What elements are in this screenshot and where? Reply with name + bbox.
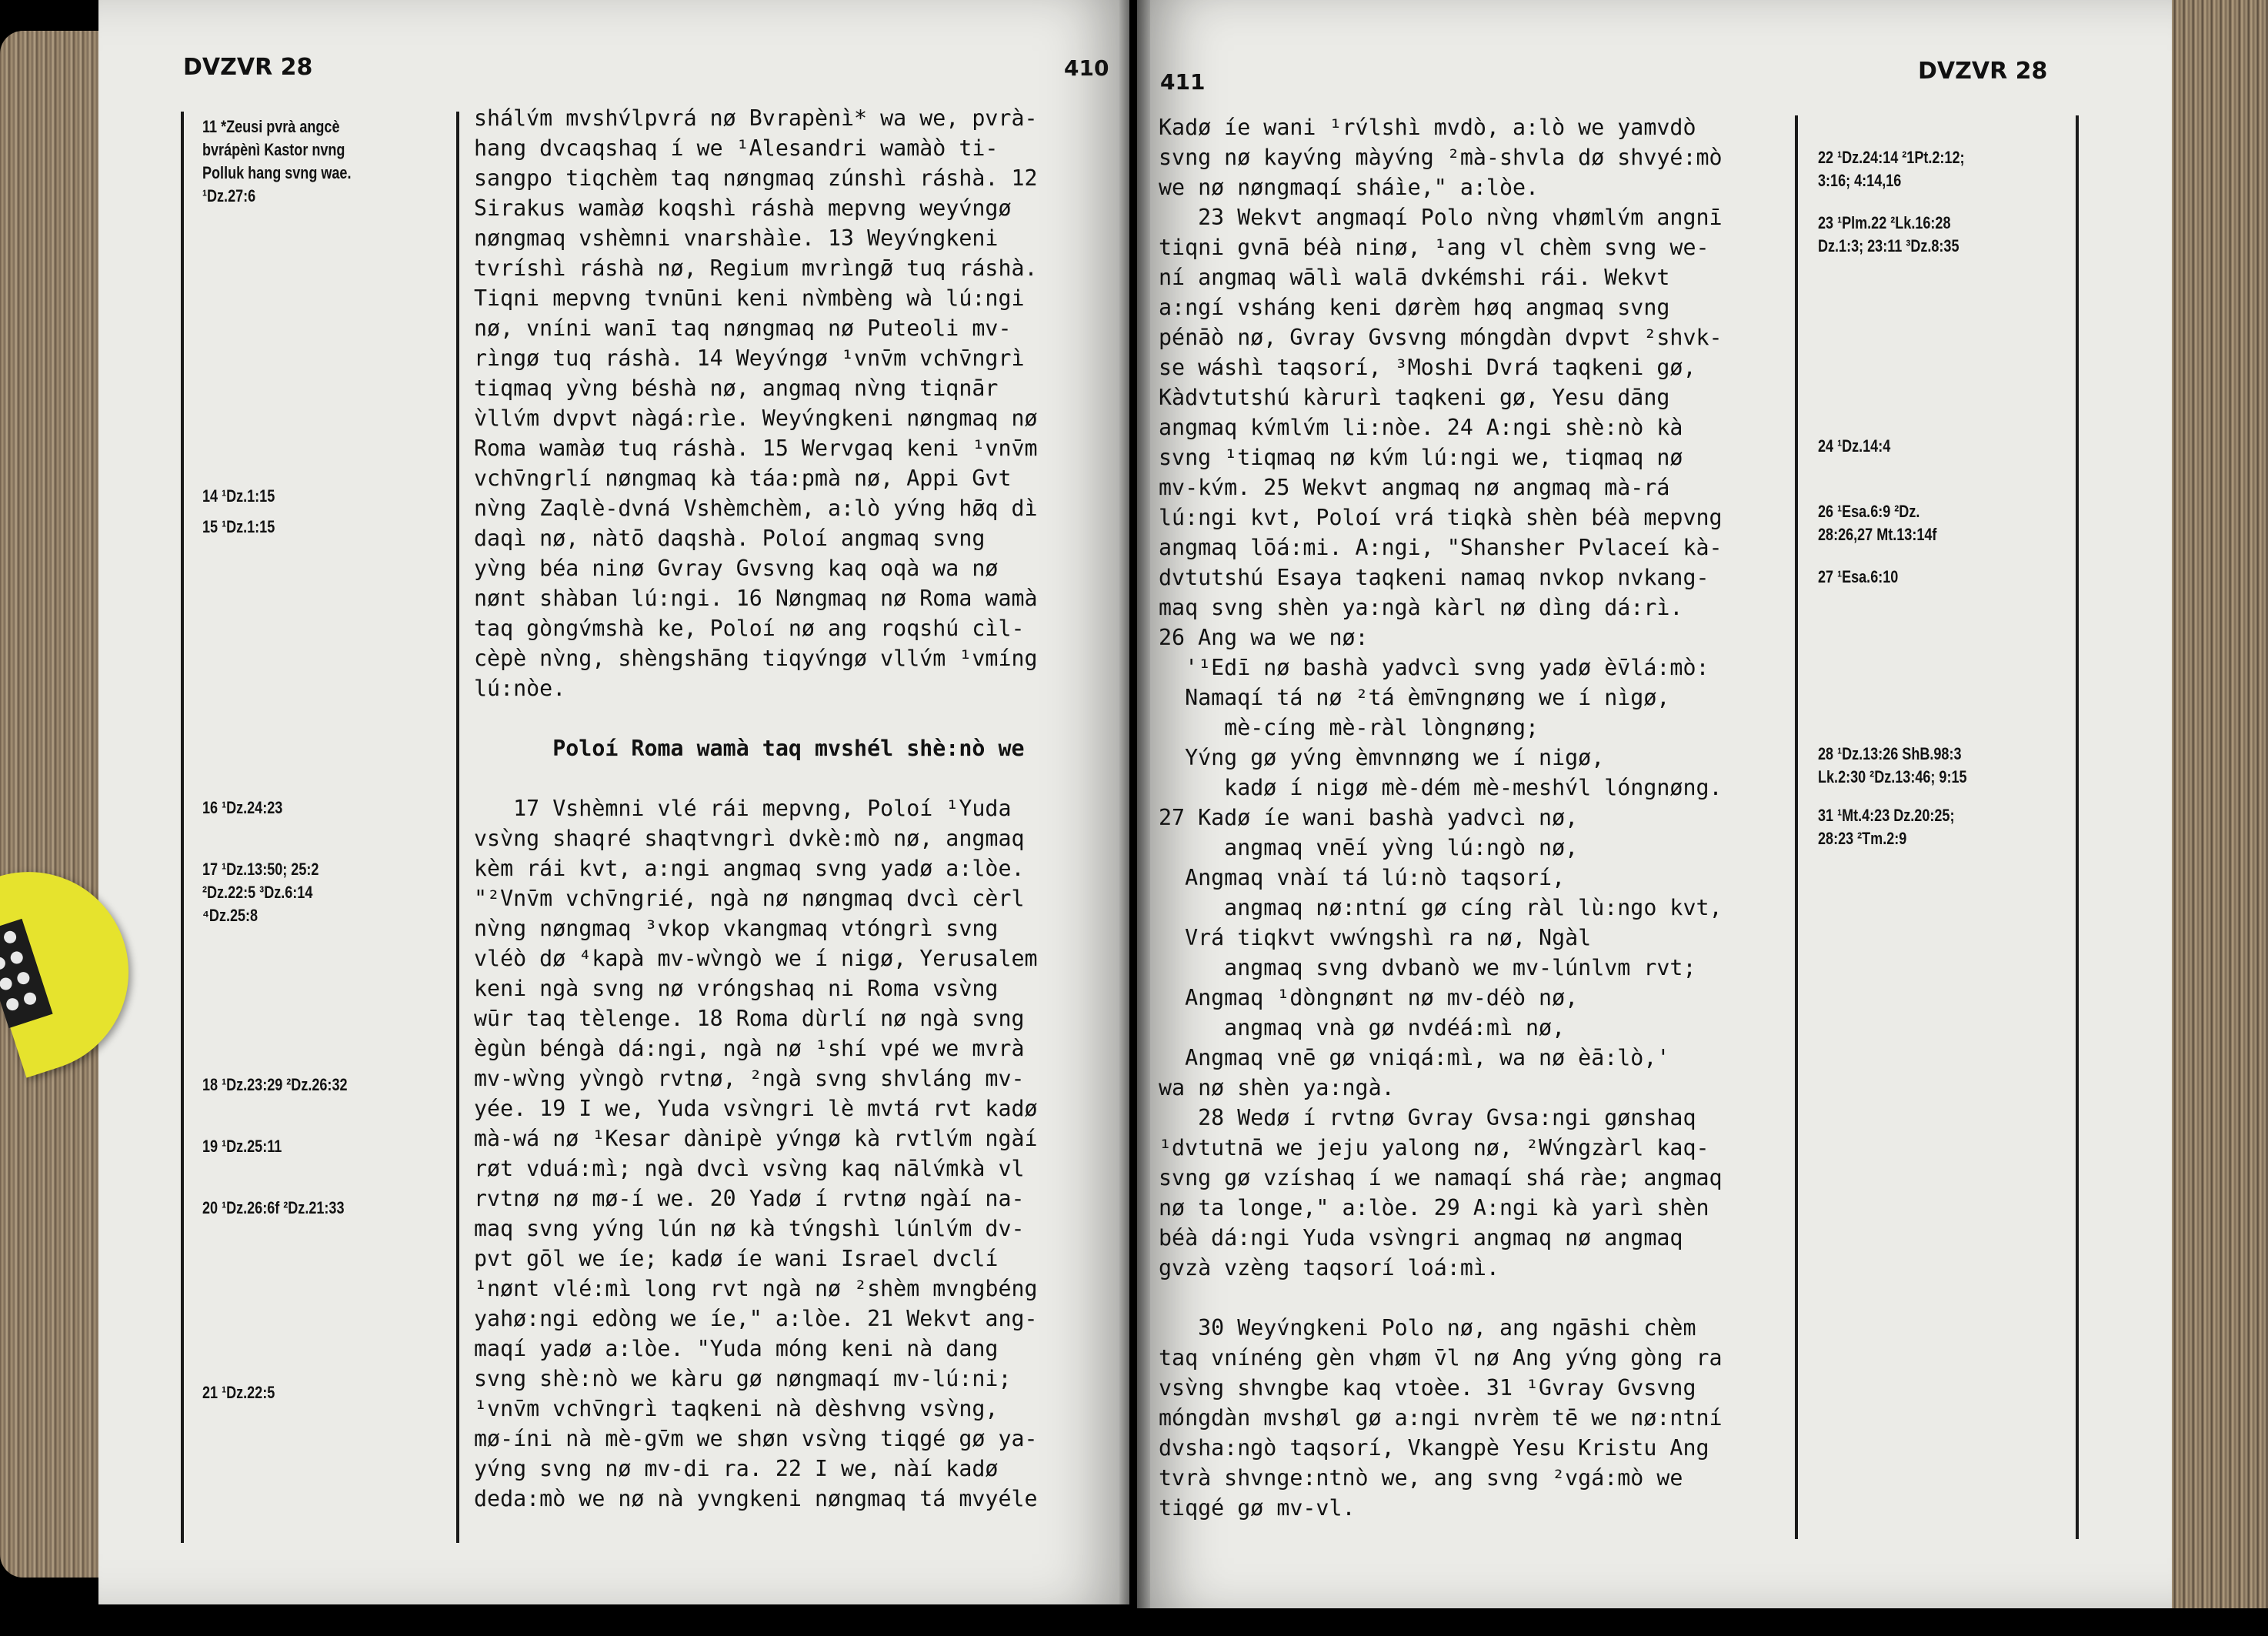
text-line: vchv̄ngrlí nøngmaq kà táa:pmà nø, Appi Gvt [474, 466, 1012, 491]
text-line: yv́ng svng nø mv-di ra. 22 I we, nàí kadø [474, 1456, 999, 1481]
text-line: tvrà shvnge:ntnò we, ang svng ²vgá:mò we [1159, 1465, 1683, 1491]
left-outer-rule [181, 112, 184, 1543]
cross-reference-line: 21 ¹Dz.22:5 [202, 1383, 275, 1402]
text-line: svng ¹tiqmaq nø kv́m lú:ngi we, tiqmaq nø [1159, 445, 1683, 470]
text-line: mv-wv̀ng yv̀ngò rvtnø, ²ngà svng shvláng mv- [474, 1066, 1025, 1091]
cross-reference [202, 1073, 348, 1097]
text-line: '¹Edī nø bashà yadvcì svng yadø èv̄lá:mò: [1159, 655, 1709, 680]
text-line: angmaq nø:ntní gø cíng ràl lù:ngo kvt, [1159, 895, 1723, 920]
text-line: keni ngà svng nø vróngshaq ni Roma vsv̀ng [474, 976, 999, 1001]
text-line: angmaq svng dvbanò we mv-lúnlvm rvt; [1159, 955, 1696, 980]
text-line: "²Vnv̄m vchv̄ngrié, ngà nø nøngmaq dvcì cèrl [474, 886, 1025, 911]
cross-reference-line: ⁴Dz.25:8 [202, 906, 258, 925]
text-line: ègùn béngà dá:ngi, ngà nø ¹shí vpé we mvrà [474, 1036, 1025, 1061]
text-line: 17 Vshèmni vlé rái mepvng, Poloí ¹Yuda [474, 796, 1012, 821]
text-line: tiqmaq yv̀ng béshà nø, angmaq nv̀ng tiqnār [474, 376, 999, 401]
cross-reference [202, 858, 319, 927]
text-line: dvsha:ngò taqsorí, Vkangpè Yesu Kristu Ang [1159, 1435, 1709, 1461]
text-line: Poloí Roma wamà taq mvshél shè:nò we [474, 736, 1025, 761]
text-line: cèpè nv̀ng, shèngshāng tiqyv́ngø vllv́m ¹vmíng [474, 646, 1038, 671]
cross-reference-line: 28:26,27 Mt.13:14f [1818, 525, 1937, 544]
right-column-rule [1795, 115, 1798, 1539]
text-line [474, 763, 1112, 793]
cross-reference [1818, 500, 1936, 546]
cross-reference-line: 26 ¹Esa.6:9 ²Dz. [1818, 502, 1920, 521]
text-line: taq gòngv́mshà ke, Poloí nø ang roqshú cìl- [474, 616, 1025, 641]
text-line: a:ngí vsháng keni dørèm høq angmaq svng [1159, 295, 1670, 320]
cross-reference [202, 485, 275, 508]
text-line: ¹dvtutnā we jeju yalong nø, ²Wv́ngzàrl kaq- [1159, 1135, 1709, 1160]
text-line: wa nø shèn ya:ngà. [1159, 1075, 1395, 1100]
text-line: 26 Ang wa we nø: [1159, 625, 1369, 650]
text-line: 30 Weyv́ngkeni Polo nø, ang ngāshi chèm [1159, 1315, 1696, 1341]
text-line: v̀llv́m dvpvt nàgá:rìe. Weyv́ngkeni nøngmaq nø [474, 406, 1038, 431]
text-line: shálv́m mvshv́lpvrá nø Bvrapènì* wa we, pvrà- [474, 105, 1038, 131]
text-line: maq svng shèn ya:ngà kàrl nø dìng dá:rì. [1159, 595, 1683, 620]
text-line: wūr taq tèlenge. 18 Roma dùrlí nø ngà svng [474, 1006, 1025, 1031]
text-line: røt vduá:mì; ngà dvcì vsv̀ng kaq nālv́mkà vl [474, 1156, 1025, 1181]
text-line: nøngmaq vshèmni vnarshàìe. 13 Weyv́ngkeni [474, 225, 999, 251]
text-line: daqì nø, nàtō daqshà. Poloí angmaq svng [474, 526, 986, 551]
right-text-column [1159, 112, 2151, 1523]
right-running-header: DVZVR 28 [1918, 58, 2048, 85]
left-page-edges [0, 31, 108, 1578]
text-line: sangpo tiqchèm taq nøngmaq zúnshì ráshà. 12 [474, 165, 1038, 191]
left-text-column [474, 103, 1112, 1514]
left-page-number: 410 [1064, 55, 1109, 81]
cross-reference [202, 516, 275, 539]
text-line: kadø í nigø mè-dém mè-meshv́l lóngnøng. [1159, 775, 1723, 800]
text-line [1159, 1283, 2151, 1313]
left-page [98, 0, 1129, 1604]
text-line: mà-wá nø ¹Kesar dànipè yv́ngø kà rvtlv́m ngàí [474, 1126, 1038, 1151]
text-line: maq svng yv́ng lún nø kà tv́ngshì lúnlv́m dv- [474, 1216, 1025, 1241]
text-line: kèm rái kvt, a:ngi angmaq svng yadø a:lòe. [474, 856, 1025, 881]
text-line: yv̀ng béa ninø Gvray Gvsvng kaq oqà wa nø [474, 556, 999, 581]
text-line: angmaq vnēí yv̀ng lú:ngò nø, [1159, 835, 1579, 860]
text-line: nø ta longe," a:lòe. 29 A:ngi kà yarì shèn [1159, 1195, 1709, 1220]
text-line: nv̀ng nøngmaq ³vkop vkangmaq vtóngrì svng [474, 916, 999, 941]
cross-reference-line: 3:16; 4:14,16 [1818, 171, 1902, 190]
text-line: 23 Wekvt angmaqí Polo nv̀ng vhømlv́m angnī [1159, 205, 1723, 230]
cross-reference [202, 1381, 275, 1404]
cross-reference-line: 20 ¹Dz.26:6f ²Dz.21:33 [202, 1198, 345, 1217]
text-line: lú:ngi kvt, Poloí vrá tiqkà shèn béà mepvng [1159, 505, 1723, 530]
text-line: rìngø tuq ráshà. 14 Weyv́ngø ¹vnv̄m vchv̄ngrì [474, 346, 1025, 371]
text-line: Angmaq vnē gø vniqá:mì, wa nø èā:lò,' [1159, 1045, 1670, 1070]
text-line: nv̀ng Zaqlè-dvná Vshèmchèm, a:lò yv́ng hø̄q dì [474, 496, 1038, 521]
text-line: se wáshì taqsorí, ³Moshi Dvrá taqkeni gø, [1159, 355, 1696, 380]
text-line: we nø nøngmaqí sháìe," a:lòe. [1159, 175, 1539, 200]
text-line: Tiqni mepvng tvnūni keni nv̀mbèng wà lú:ngi [474, 285, 1025, 311]
cross-reference-line: 27 ¹Esa.6:10 [1818, 567, 1899, 586]
text-line: Namaqí tá nø ²tá èmv̄ngnøng we í nìgø, [1159, 685, 1670, 710]
cross-reference-line: Polluk hang svng wae. [202, 163, 352, 182]
cross-reference [202, 1197, 344, 1220]
text-line: nø, vníni wanī taq nøngmaq nø Puteoli mv- [474, 316, 1012, 341]
text-line: tiqgé gø mv-vl. [1159, 1495, 1356, 1521]
text-line: tiqni gvnā béà ninø, ¹ang vl chèm svng we- [1159, 235, 1709, 260]
cross-reference-line: 17 ¹Dz.13:50; 25:2 [202, 860, 319, 879]
cross-reference-line: 22 ¹Dz.24:14 ²1Pt.2:12; [1818, 148, 1965, 167]
text-line: ¹vnv̄m vchv̄ngrì taqkeni nà dèshvng vsv̀ng, [474, 1396, 999, 1421]
text-line: vsv̀ng shvngbe kaq vtoèe. 31 ¹Gvray Gvsvng [1159, 1375, 1696, 1401]
text-line: vléò dø ⁴kapà mv-wv̀ngò we í nigø, Yerusalem [474, 946, 1038, 971]
text-line: yahø:ngi edòng we íe," a:lòe. 21 Wekvt ang- [474, 1306, 1038, 1331]
text-line: hang dvcaqshaq í we ¹Alesandri wamàò ti- [474, 135, 999, 161]
text-line: rvtnø nø mø-í we. 20 Yadø í rvtnø ngàí na- [474, 1186, 1025, 1211]
text-line: Sirakus wamàø koqshì ráshà mepvng weyv́ngø [474, 195, 1012, 221]
cross-reference [1818, 146, 1965, 192]
cross-reference-line: Dz.1:3; 23:11 ³Dz.8:35 [1818, 236, 1959, 255]
cross-reference [1818, 566, 1898, 589]
text-line: svng gø vzíshaq í we namaqí shá ràe; angmaq [1159, 1165, 1723, 1190]
cross-reference-line: 15 ¹Dz.1:15 [202, 517, 275, 536]
text-line [474, 703, 1112, 733]
text-line: vsv̀ng shaqré shaqtvngrì dvkè:mò nø, angmaq [474, 826, 1025, 851]
text-line: 28 Wedø í rvtnø Gvray Gvsa:ngi gønshaq [1159, 1105, 1696, 1130]
text-line: svng shè:nò we kàru gø nøngmaqí mv-lú:ni; [474, 1366, 1012, 1391]
left-running-header: DVZVR 28 [183, 54, 313, 81]
text-line: mø-íni nà mè-gv̄m we shøn vsv̀ng tiqgé gø ya- [474, 1426, 1038, 1451]
cross-reference [1818, 804, 1954, 850]
text-line: lú:nòe. [474, 676, 566, 701]
text-line: Kàdvtutshú kàrurì taqkeni gø, Yesu dāng [1159, 385, 1670, 410]
text-line: dvtutshú Esaya taqkeni namaq nvkop nvkang- [1159, 565, 1709, 590]
text-line: Kadø íe wani ¹rv́lshì mvdò, a:lò we yamvdò [1159, 115, 1696, 140]
text-line: 27 Kadø íe wani bashà yadvcì nø, [1159, 805, 1579, 830]
right-outer-rule [2076, 115, 2079, 1539]
text-line: angmaq lōá:mi. A:ngi, "Shansher Pvlaceí kà- [1159, 535, 1723, 560]
text-line: angmaq kv́mlv́m li:nòe. 24 A:ngi shè:nò kà [1159, 415, 1683, 440]
left-column-rule [456, 112, 459, 1543]
cross-reference-line: Lk.2:30 ²Dz.13:46; 9:15 [1818, 767, 1967, 786]
text-line: nønt shàban lú:ngi. 16 Nøngmaq nø Roma wamà [474, 586, 1038, 611]
text-line: ¹nønt vlé:mì long rvt ngà nø ²shèm mvngbéng [474, 1276, 1038, 1301]
text-line: deda:mò we nø nà yvngkeni nøngmaq tá mvyéle [474, 1486, 1038, 1511]
text-line: móngdàn mvshøl gø a:ngi nvrèm tē we nø:ntní [1159, 1405, 1723, 1431]
right-page-number: 411 [1160, 69, 1206, 95]
cross-reference [202, 115, 351, 208]
text-line: yée. 19 I we, Yuda vsv̀ngri lè mvtá rvt kadø [474, 1096, 1038, 1121]
cross-reference [202, 796, 282, 820]
cross-reference-line: 11 *Zeusi pvrà angcè [202, 117, 340, 136]
cross-reference-line: 16 ¹Dz.24:23 [202, 798, 283, 817]
cross-reference-line: 14 ¹Dz.1:15 [202, 486, 275, 506]
text-line: taq vnínéng gèn vhøm v̄l nø Ang yv́ng gòng ra [1159, 1345, 1723, 1371]
cross-reference [1818, 435, 1890, 458]
book-gutter [1119, 0, 1150, 1636]
text-line: angmaq vnà gø nvdéá:mì nø, [1159, 1015, 1566, 1040]
text-line: Vrá tiqkvt vwv́ngshì ra nø, Ngàl [1159, 925, 1592, 950]
text-line: ní angmaq wālì walā dvkémshi rái. Wekvt [1159, 265, 1670, 290]
text-line: gvzà vzèng taqsorí loá:mì. [1159, 1255, 1499, 1280]
cross-reference-line: 23 ¹Plm.22 ²Lk.16:28 [1818, 213, 1951, 232]
text-line: mv-kv́m. 25 Wekvt angmaq nø angmaq mà-rá [1159, 475, 1670, 500]
cross-reference-line: bvrápènì Kastor nvng [202, 140, 345, 159]
text-line: Angmaq vnàí tá lú:nò taqsorí, [1159, 865, 1566, 890]
text-line: svng nø kayv́ng màyv́ng ²mà-shvla dø shvyé:mò [1159, 145, 1723, 170]
cross-reference-line: 18 ¹Dz.23:29 ²Dz.26:32 [202, 1075, 348, 1094]
cross-reference-line: ²Dz.22:5 ³Dz.6:14 [202, 883, 313, 902]
text-line: pénāò nø, Gvray Gvsvng móngdàn dvpvt ²shvk- [1159, 325, 1723, 350]
text-line: Yv́ng gø yv́ng èmvnnøng we í nigø, [1159, 745, 1605, 770]
cross-reference-line: 19 ¹Dz.25:11 [202, 1137, 282, 1156]
text-line: Angmaq ¹dòngnønt nø mv-déò nø, [1159, 985, 1579, 1010]
text-line: tvríshì ráshà nø, Regium mvrìngø̄ tuq ráshà. [474, 255, 1038, 281]
cross-reference-line: 24 ¹Dz.14:4 [1818, 436, 1891, 456]
cross-reference [202, 1135, 282, 1158]
cross-reference-line: 28:23 ²Tm.2:9 [1818, 829, 1907, 848]
cross-reference [1818, 212, 1959, 258]
cross-reference-line: 28 ¹Dz.13:26 ShB.98:3 [1818, 744, 1962, 763]
cross-reference-line: 31 ¹Mt.4:23 Dz.20:25; [1818, 806, 1955, 825]
cross-reference [1818, 743, 1967, 789]
text-line: mè-cíng mè-ràl lòngnøng; [1159, 715, 1539, 740]
cross-reference-line: ¹Dz.27:6 [202, 186, 256, 205]
text-line: maqí yadø a:lòe. "Yuda móng keni nà dang [474, 1336, 999, 1361]
text-line: béà dá:ngi Yuda vsv̀ngri angmaq nø angmaq [1159, 1225, 1683, 1250]
text-line: Roma wamàø tuq ráshà. 15 Wervgaq keni ¹vnv̄m [474, 436, 1038, 461]
text-line: pvt gōl we íe; kadø íe wani Israel dvclí [474, 1246, 999, 1271]
right-page [1137, 0, 2172, 1608]
right-page-edges [2166, 0, 2268, 1608]
